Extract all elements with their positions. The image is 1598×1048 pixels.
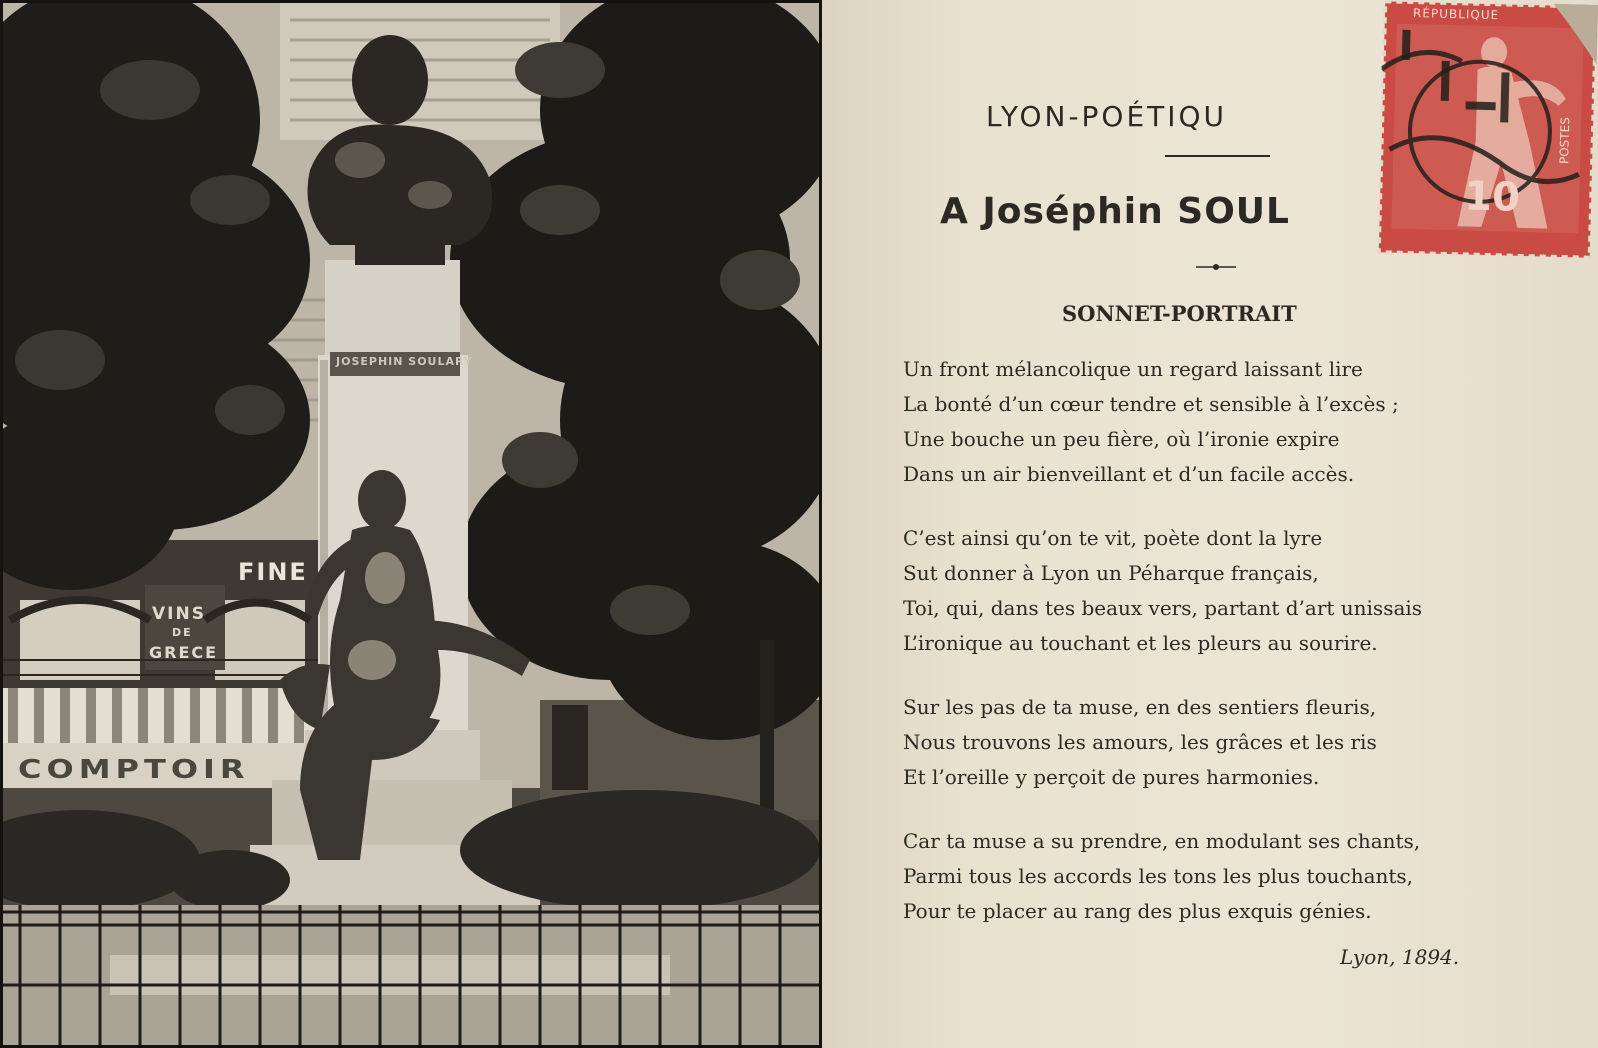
ornament-divider	[1196, 263, 1236, 271]
stamp-value: 10	[1463, 173, 1521, 221]
dedication-title: A Joséphin SOUL	[940, 191, 1290, 232]
poem-subtitle: SONNET-PORTRAIT	[1062, 301, 1297, 326]
poem-line: Toi, qui, dans tes beaux vers, partant d’art unissais	[903, 596, 1423, 620]
poem-line: Sur les pas de ta muse, en des sentiers fleuris,	[903, 695, 1377, 719]
stamp-side-text: POSTES	[1557, 117, 1573, 165]
poem-line: Nous trouvons les amours, les grâces et les ris	[903, 730, 1377, 754]
shop-sign-vins: VINS	[152, 604, 206, 624]
poem-line: Une bouche un peu fière, où l’ironie expire	[903, 427, 1340, 451]
header-rule	[1165, 155, 1270, 157]
shop-sign-fine: FINE	[238, 558, 308, 586]
stanza-2	[903, 521, 1422, 661]
shop-sign-de: DE	[172, 626, 193, 639]
poem-line: Car ta muse a su prendre, en modulant ses chants,	[903, 829, 1421, 853]
poem-line: C’est ainsi qu’on te vit, poète dont la lyre	[903, 526, 1323, 550]
poem-line: Pour te placer au rang des plus exquis génies.	[903, 899, 1372, 923]
postage-stamp	[1377, 0, 1598, 260]
stamp-top-text: RÉPUBLIQUE	[1412, 6, 1500, 23]
signature: Lyon, 1894.	[1340, 945, 1460, 969]
awning-text: COMPTOIR	[18, 753, 250, 785]
poem-line: Dans un air bienveillant et d’un facile accès.	[903, 462, 1355, 486]
poem-line: L’ironique au touchant et les pleurs au sourire.	[903, 631, 1378, 655]
poem-line: Et l’oreille y perçoit de pures harmonies.	[903, 765, 1320, 789]
poem-line: Parmi tous les accords les tons les plus touchants,	[903, 864, 1414, 888]
stanza-3	[903, 690, 1377, 795]
shop-sign-grece: GRECE	[149, 643, 219, 662]
stanza-4	[903, 824, 1420, 929]
poem-line: Sut donner à Lyon un Péharque français,	[903, 561, 1319, 585]
stanza-1	[903, 352, 1399, 492]
poem-line: La bonté d’un cœur tendre et sensible à l’excès ;	[903, 392, 1399, 416]
monument-plaque: JOSEPHIN SOULARY	[336, 355, 473, 368]
poem-line: Un front mélancolique un regard laissant lire	[903, 357, 1363, 381]
header-title: LYON-POÉTIQU	[986, 100, 1228, 133]
